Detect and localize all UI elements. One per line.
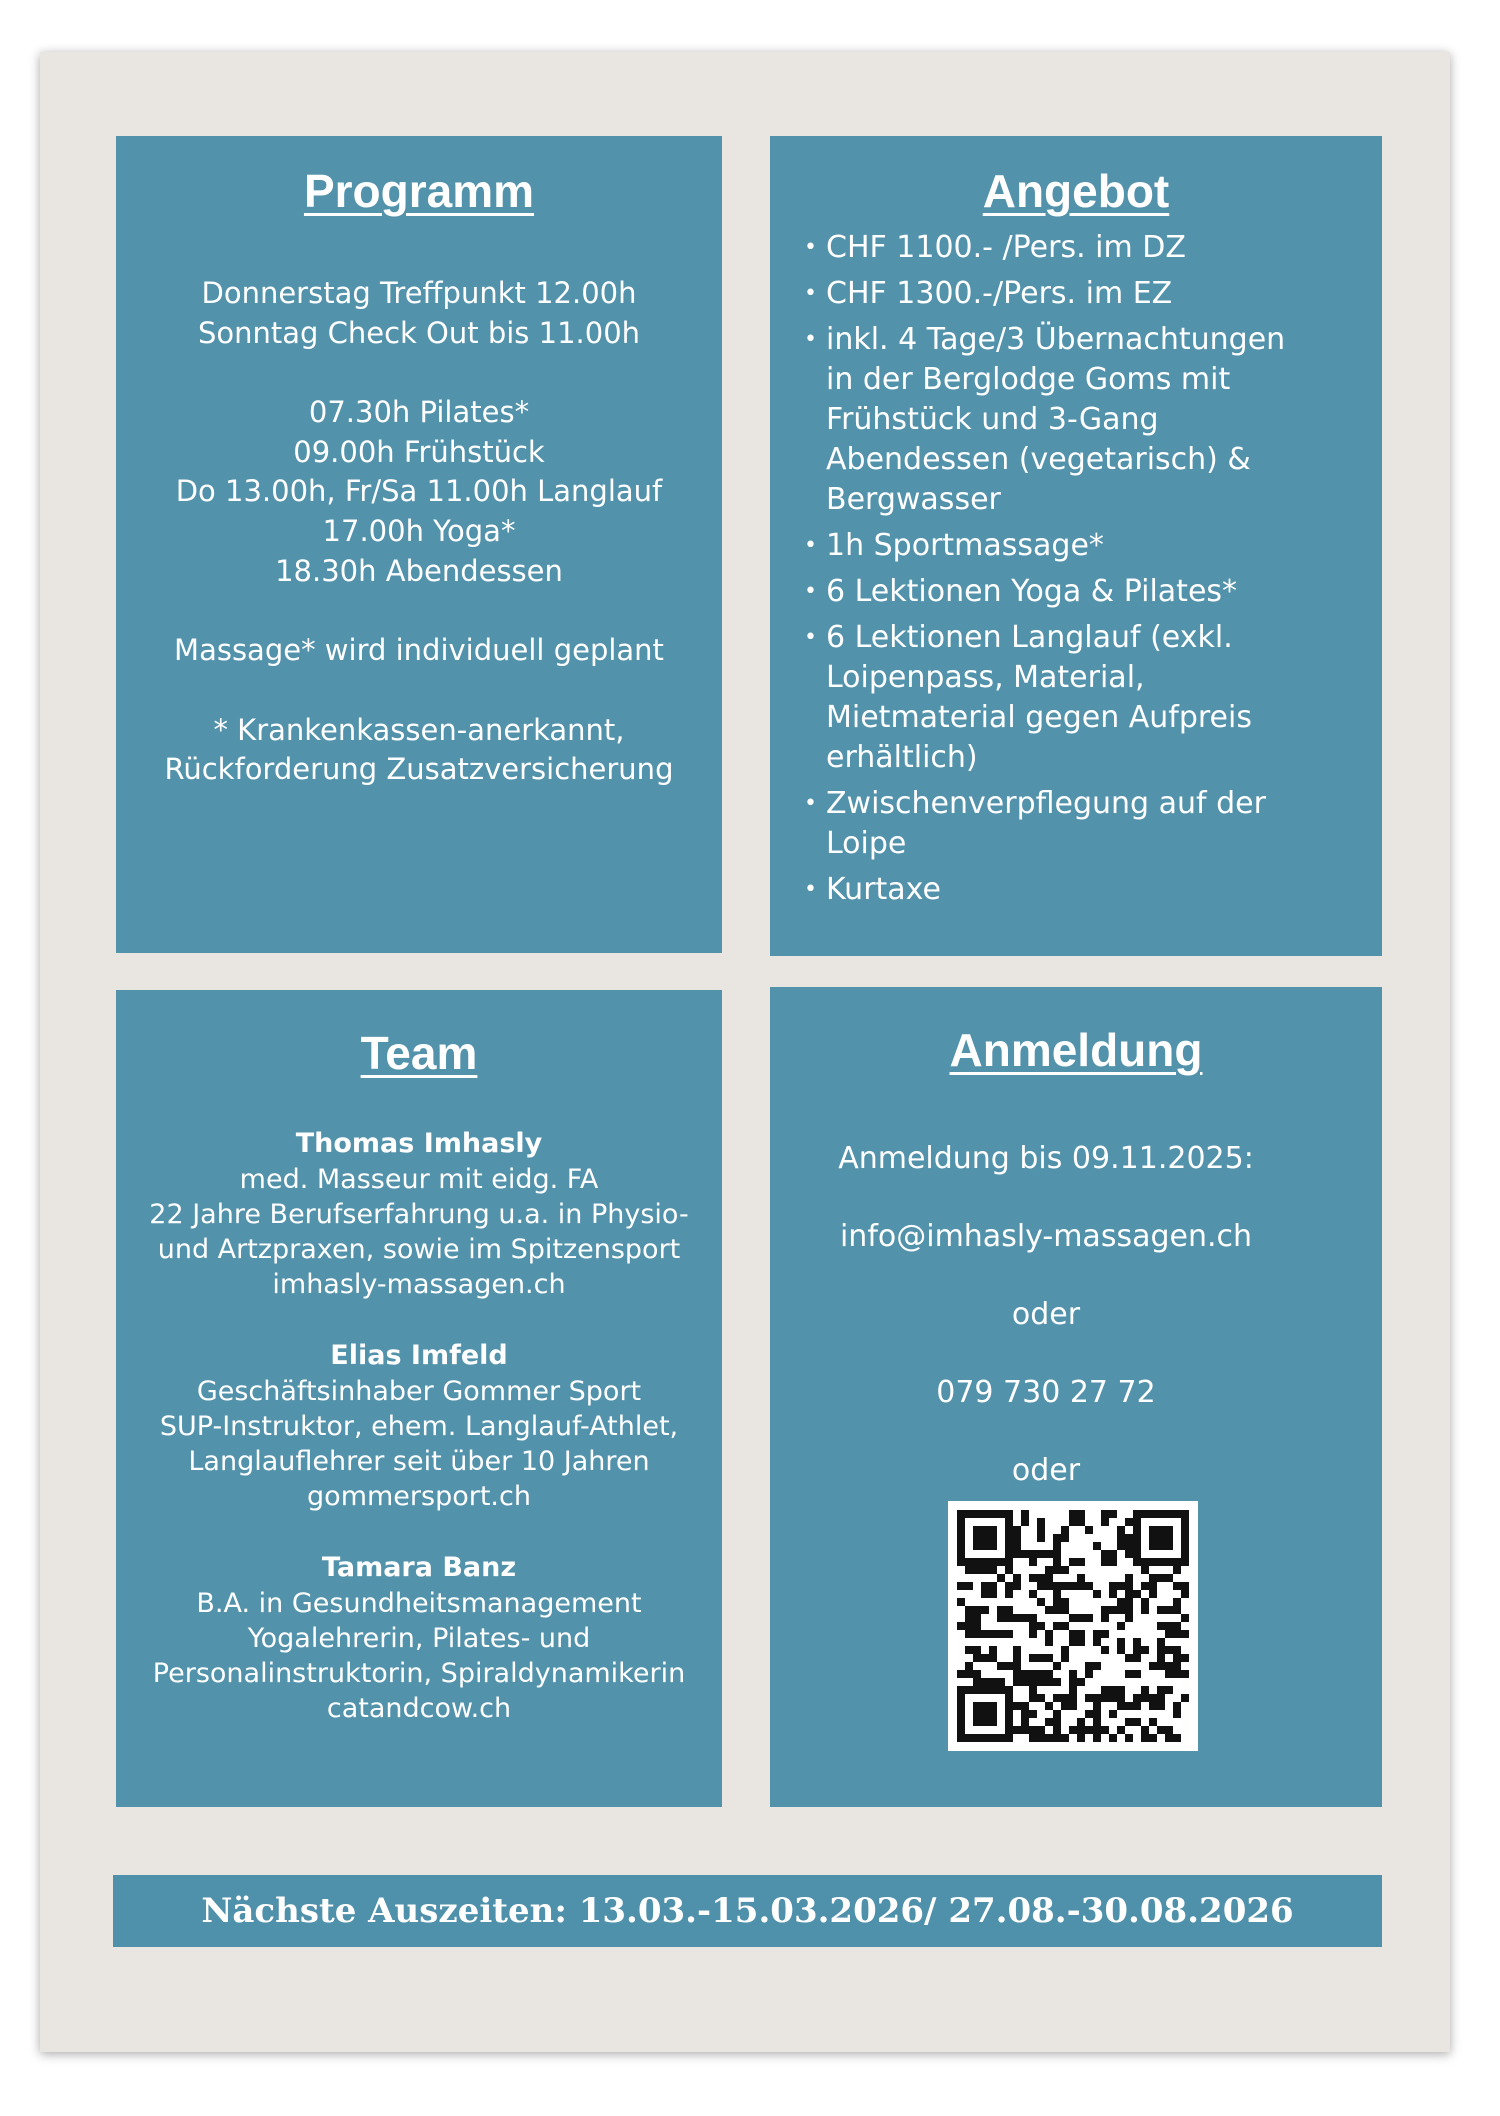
list-item-text: Zwischenverpflegung auf der <box>826 786 1266 821</box>
programm-line: Rückforderung Zusatzversicherung <box>164 752 674 787</box>
list-item-text: Mietmaterial gegen Aufpreis <box>826 700 1252 735</box>
bullet-icon: • <box>804 579 817 604</box>
angebot-list <box>770 228 1382 910</box>
programm-title: Programm <box>303 165 535 217</box>
or-separator: oder <box>1011 1453 1081 1488</box>
email-link: info@imhasly-massagen.ch <box>839 1219 1253 1254</box>
member-detail: und Artzpraxen, sowie im Spitzensport <box>157 1234 681 1265</box>
member-detail: Geschäftsinhaber Gommer Sport <box>196 1376 642 1407</box>
bullet-icon: • <box>804 327 817 352</box>
anmeldung-card <box>770 987 1382 1807</box>
member-website: catandcow.ch <box>326 1693 512 1724</box>
list-item <box>804 618 1362 778</box>
bullet-icon: • <box>804 791 817 816</box>
programm-schedule <box>116 274 722 790</box>
list-item-text: 1h Sportmassage* <box>826 528 1104 563</box>
member-website: imhasly-massagen.ch <box>272 1269 566 1300</box>
list-item-text: Loipe <box>826 826 907 861</box>
programm-line: Massage* wird individuell geplant <box>174 633 664 668</box>
bullet-icon: • <box>804 281 817 306</box>
member-detail: B.A. in Gesundheitsmanagement <box>196 1588 642 1619</box>
member-name: Tamara Banz <box>321 1552 517 1583</box>
team-members <box>116 1126 722 1726</box>
list-item <box>804 526 1362 566</box>
list-item-text: CHF 1100.- /Pers. im DZ <box>826 230 1186 265</box>
programm-line: Donnerstag Treffpunkt 12.00h <box>201 276 637 310</box>
angebot-card <box>770 136 1382 956</box>
list-item-text: Abendessen (vegetarisch) & <box>826 442 1251 477</box>
list-item-text: 6 Lektionen Langlauf (exkl. <box>826 620 1233 655</box>
list-item <box>804 572 1362 612</box>
list-item-text: erhältlich) <box>826 740 978 775</box>
list-item <box>804 870 1362 910</box>
or-separator: oder <box>1011 1297 1081 1332</box>
list-item-text: in der Berglodge Goms mit <box>826 362 1231 397</box>
list-item-text: Kurtaxe <box>826 872 941 907</box>
member-detail: Langlauflehrer seit über 10 Jahren <box>188 1446 650 1477</box>
programm-line: 18.30h Abendessen <box>275 553 563 588</box>
member-website: gommersport.ch <box>307 1481 531 1512</box>
programm-line: * Krankenkassen-anerkannt, <box>213 712 625 747</box>
member-detail: SUP-Instruktor, ehem. Langlauf-Athlet, <box>159 1411 679 1442</box>
list-item <box>804 274 1362 314</box>
team-member <box>116 1126 722 1302</box>
member-name: Elias Imfeld <box>330 1340 508 1371</box>
next-dates-banner: Nächste Auszeiten: 13.03.-15.03.2026/ 27.08.-30.08.2026 <box>113 1875 1382 1947</box>
anmeldung-title: Anmeldung <box>949 1024 1203 1076</box>
registration-deadline: Anmeldung bis 09.11.2025: <box>838 1141 1254 1176</box>
list-item <box>804 320 1362 520</box>
bullet-icon: • <box>804 235 817 260</box>
team-member <box>116 1550 722 1726</box>
programm-line: 07.30h Pilates* <box>308 395 530 430</box>
qr-code-icon <box>948 1501 1198 1751</box>
member-name: Thomas Imhasly <box>295 1128 543 1159</box>
list-item-text: 6 Lektionen Yoga & Pilates* <box>826 574 1238 609</box>
team-card <box>116 990 722 1807</box>
list-item <box>804 228 1362 268</box>
team-title: Team <box>360 1027 478 1079</box>
spacer <box>116 591 722 631</box>
qr-code-graphic <box>948 1501 1198 1751</box>
programm-line: 09.00h Frühstück <box>293 434 545 469</box>
bullet-icon: • <box>804 877 817 902</box>
bullet-icon: • <box>804 625 817 650</box>
list-item-text: Frühstück und 3-Gang <box>826 402 1159 437</box>
list-item <box>804 784 1362 864</box>
list-item-text: CHF 1300.-/Pers. im EZ <box>826 276 1173 311</box>
list-item-text: Loipenpass, Material, <box>826 660 1145 695</box>
list-item-text: inkl. 4 Tage/3 Übernachtungen <box>826 322 1286 357</box>
angebot-title: Angebot <box>982 165 1170 217</box>
programm-line: 17.00h Yoga* <box>322 513 516 548</box>
programm-line: Do 13.00h, Fr/Sa 11.00h Langlauf <box>175 474 663 509</box>
member-detail: 22 Jahre Berufserfahrung u.a. in Physio- <box>149 1199 689 1230</box>
list-item-text: Bergwasser <box>826 482 1001 517</box>
spacer <box>116 671 722 711</box>
programm-card <box>116 136 722 953</box>
spacer <box>116 353 722 393</box>
phone-number: 079 730 27 72 <box>936 1375 1156 1410</box>
member-detail: med. Masseur mit eidg. FA <box>239 1164 599 1195</box>
anmeldung-info <box>710 1139 1382 1529</box>
flyer-page <box>40 52 1450 2052</box>
bullet-icon: • <box>804 533 817 558</box>
member-detail: Yogalehrerin, Pilates- und <box>247 1623 591 1654</box>
programm-line: Sonntag Check Out bis 11.00h <box>197 315 641 350</box>
member-detail: Personalinstruktorin, Spiraldynamikerin <box>152 1658 686 1689</box>
team-member <box>116 1338 722 1514</box>
